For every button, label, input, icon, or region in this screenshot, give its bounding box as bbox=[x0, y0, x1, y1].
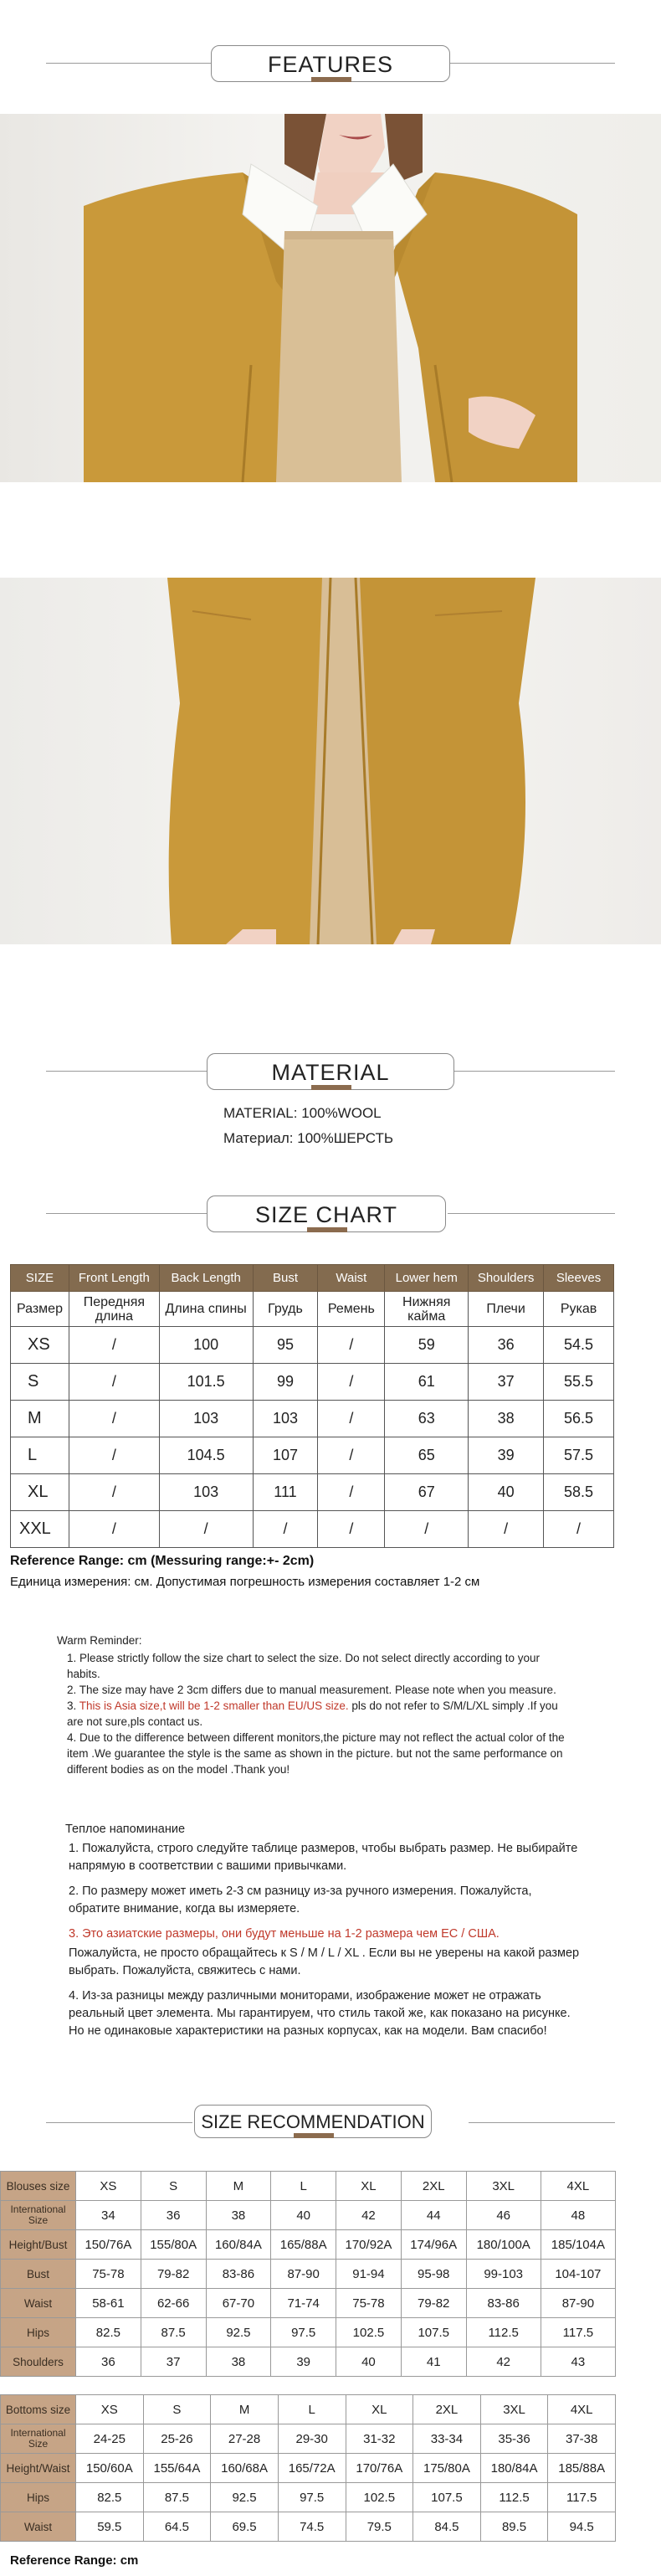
table-cell: 38 bbox=[469, 1401, 544, 1437]
table-cell: 40 bbox=[469, 1474, 544, 1511]
table-row bbox=[11, 1401, 614, 1437]
table-cell: 56.5 bbox=[544, 1401, 614, 1437]
table-cell: 104-107 bbox=[541, 2260, 615, 2289]
header-row-en bbox=[11, 1265, 614, 1292]
table-cell: 95 bbox=[253, 1327, 318, 1364]
table-cell: 58-61 bbox=[76, 2289, 141, 2318]
table-cell: 25-26 bbox=[143, 2424, 211, 2454]
table-cell: 92.5 bbox=[206, 2318, 271, 2347]
reminder-item: 2. The size may have 2 3cm differs due to manual measurement. Please note when you measure. bbox=[67, 1684, 556, 1696]
table-cell: 40 bbox=[271, 2201, 336, 2230]
header-cell: Lower hem bbox=[385, 1265, 469, 1292]
table-cell: 112.5 bbox=[480, 2483, 548, 2512]
table-cell: 37-38 bbox=[548, 2424, 616, 2454]
table-cell: 61 bbox=[385, 1364, 469, 1401]
table-row bbox=[11, 1511, 614, 1548]
table-cell: 34 bbox=[76, 2201, 141, 2230]
table-cell: 37 bbox=[469, 1364, 544, 1401]
table-cell: 160/68A bbox=[211, 2454, 279, 2483]
table-cell: 150/76A bbox=[76, 2230, 141, 2260]
table-cell: 185/104A bbox=[541, 2230, 615, 2260]
divider bbox=[46, 2122, 192, 2123]
table-cell: 103 bbox=[253, 1401, 318, 1437]
reminder-item: 4. Due to the difference between different monitors,the picture may not reflect the actual color of the item .We guarantee the style is the same as shown in the picture. but not the same performance on different bodies as on the model .Thank you! bbox=[67, 1731, 565, 1776]
table-cell: 63 bbox=[385, 1401, 469, 1437]
size-cell: 4XL bbox=[541, 2172, 615, 2201]
table-cell: 48 bbox=[541, 2201, 615, 2230]
table-row bbox=[11, 1437, 614, 1474]
table-cell: 79-82 bbox=[141, 2260, 206, 2289]
features-title-box bbox=[211, 45, 450, 82]
table-cell: 174/96A bbox=[401, 2230, 466, 2260]
material-ru: Материал: 100%ШЕРСТЬ bbox=[223, 1130, 394, 1146]
features-header bbox=[0, 39, 661, 89]
table-cell: 37 bbox=[141, 2347, 206, 2377]
table-cell: 165/88A bbox=[271, 2230, 336, 2260]
table-cell: / bbox=[69, 1401, 159, 1437]
table-row bbox=[1, 2289, 616, 2318]
table-cell: 75-78 bbox=[76, 2260, 141, 2289]
divider bbox=[46, 1071, 213, 1072]
table-row bbox=[11, 1474, 614, 1511]
size-row bbox=[1, 2395, 616, 2424]
header-cell: Размер bbox=[11, 1292, 69, 1327]
size-cell: M bbox=[211, 2395, 279, 2424]
table-cell: 27-28 bbox=[211, 2424, 279, 2454]
table-cell: 33-34 bbox=[413, 2424, 481, 2454]
table-cell: 82.5 bbox=[76, 2318, 141, 2347]
header-cell: Нижняя кайма bbox=[385, 1292, 469, 1327]
size-cell: S bbox=[143, 2395, 211, 2424]
size-chart-title-box bbox=[207, 1195, 446, 1232]
features-title: FEATURES bbox=[267, 52, 393, 77]
row-label: Hips bbox=[1, 2483, 76, 2512]
size-cell: M bbox=[206, 2172, 271, 2201]
table-row bbox=[1, 2201, 616, 2230]
table-cell: / bbox=[69, 1511, 159, 1548]
table-cell: 89.5 bbox=[480, 2512, 548, 2542]
reminder-warning: 3. Это азиатские размеры, они будут меньше на 1-2 размера чем ЕС / США. bbox=[69, 1927, 500, 1941]
row-label: Shoulders bbox=[1, 2347, 76, 2377]
table-cell: 46 bbox=[466, 2201, 541, 2230]
table-cell: / bbox=[544, 1511, 614, 1548]
reminder-item: 3. This is Asia size,t will be 1-2 smaller than EU/US size. pls do not refer to S/M/L/XL simply .If you are not sure,pls contact us. bbox=[67, 1699, 558, 1728]
table-cell: 170/76A bbox=[346, 2454, 413, 2483]
size-rec-title-box bbox=[194, 2105, 432, 2138]
table-cell: 65 bbox=[385, 1437, 469, 1474]
table-cell: 107.5 bbox=[413, 2483, 481, 2512]
header-cell: SIZE bbox=[11, 1265, 69, 1292]
table-cell: 102.5 bbox=[336, 2318, 402, 2347]
table-cell: 97.5 bbox=[278, 2483, 346, 2512]
material-title-box bbox=[207, 1053, 454, 1090]
table-cell: 83-86 bbox=[466, 2289, 541, 2318]
size-cell: XS bbox=[11, 1327, 69, 1364]
table-row bbox=[11, 1327, 614, 1364]
size-row bbox=[1, 2172, 616, 2201]
header-cell: Sleeves bbox=[544, 1265, 614, 1292]
table-cell: 102.5 bbox=[346, 2483, 413, 2512]
table-cell: 54.5 bbox=[544, 1327, 614, 1364]
warm-reminder-ru bbox=[65, 1821, 584, 2048]
table-cell: 99 bbox=[253, 1364, 318, 1401]
table-cell: / bbox=[69, 1364, 159, 1401]
table-cell: 95-98 bbox=[401, 2260, 466, 2289]
table-cell: 155/64A bbox=[143, 2454, 211, 2483]
coat-collar-photo bbox=[0, 114, 661, 482]
table-row bbox=[1, 2483, 616, 2512]
table-cell: 185/88A bbox=[548, 2454, 616, 2483]
table-cell: 97.5 bbox=[271, 2318, 336, 2347]
divider bbox=[46, 63, 213, 64]
reminder-title: Warm Reminder: bbox=[57, 1634, 142, 1647]
table-cell: 83-86 bbox=[206, 2260, 271, 2289]
header-cell: Ремень bbox=[318, 1292, 385, 1327]
table-cell: / bbox=[318, 1327, 385, 1364]
reminder-text: The size may have 2 3cm differs due to manual measurement. Please note when you measure. bbox=[79, 1684, 556, 1696]
table-cell: 87.5 bbox=[141, 2318, 206, 2347]
blouses-size-table bbox=[0, 2171, 616, 2377]
table-row bbox=[1, 2512, 616, 2542]
coat-hem-photo bbox=[0, 578, 661, 944]
coat-collar-illustration bbox=[0, 114, 661, 482]
reminder-text: pls do not refer to S/M/L/XL simply .If you are not sure,pls contact us. bbox=[67, 1699, 558, 1728]
table-cell: 64.5 bbox=[143, 2512, 211, 2542]
header-cell: Рукав bbox=[544, 1292, 614, 1327]
warm-reminder-en bbox=[57, 1632, 576, 1777]
reminder-item: 1. Please strictly follow the size chart to select the size. Do not select directly according to your habits. bbox=[67, 1652, 541, 1680]
divider bbox=[448, 1213, 615, 1214]
table-cell: 100 bbox=[159, 1327, 253, 1364]
size-chart-title: SIZE CHART bbox=[254, 1202, 398, 1227]
table-cell: 62-66 bbox=[141, 2289, 206, 2318]
table-cell: 87-90 bbox=[541, 2289, 615, 2318]
reminder-item: 1. Пожалуйста, строго следуйте таблице размеров, чтобы выбрать размер. Не выбирайте напрямую в соответствии с вашими привычками. bbox=[69, 1842, 578, 1873]
size-cell: M bbox=[11, 1401, 69, 1437]
size-rec-title: SIZE RECOMMENDATION bbox=[201, 2111, 425, 2132]
table-cell: 103 bbox=[159, 1474, 253, 1511]
table-cell: 104.5 bbox=[159, 1437, 253, 1474]
size-cell: L bbox=[11, 1437, 69, 1474]
bottoms-size-table bbox=[0, 2394, 616, 2542]
table-cell: 87.5 bbox=[143, 2483, 211, 2512]
header-cell: Передняя длина bbox=[69, 1292, 159, 1327]
table-cell: 103 bbox=[159, 1401, 253, 1437]
size-cell: S bbox=[11, 1364, 69, 1401]
table-cell: 35-36 bbox=[480, 2424, 548, 2454]
table-cell: 59.5 bbox=[76, 2512, 144, 2542]
table-cell: / bbox=[253, 1511, 318, 1548]
size-cell: L bbox=[271, 2172, 336, 2201]
table-cell: 69.5 bbox=[211, 2512, 279, 2542]
title-accent-bar bbox=[311, 1085, 351, 1090]
header-cell: Back Length bbox=[159, 1265, 253, 1292]
table-cell: 101.5 bbox=[159, 1364, 253, 1401]
table-cell: 36 bbox=[469, 1327, 544, 1364]
size-cell: XS bbox=[76, 2395, 144, 2424]
table-cell: / bbox=[318, 1437, 385, 1474]
table-row bbox=[1, 2454, 616, 2483]
table-cell: / bbox=[69, 1327, 159, 1364]
row-label: Height/Bust bbox=[1, 2230, 76, 2260]
reminder-warning: This is Asia size,t will be 1-2 smaller than EU/US size. bbox=[79, 1699, 349, 1712]
table-cell: 91-94 bbox=[336, 2260, 402, 2289]
row-label: Bottoms size bbox=[1, 2395, 76, 2424]
size-chart-table bbox=[10, 1264, 614, 1548]
table-cell: / bbox=[69, 1474, 159, 1511]
table-cell: 43 bbox=[541, 2347, 615, 2377]
reminder-item: 2. По размеру может иметь 2-3 см разницу из-за ручного измерения. Пожалуйста, обратите внимание, когда вы измеряете. bbox=[69, 1884, 532, 1915]
table-cell: 117.5 bbox=[548, 2483, 616, 2512]
coat-hem-illustration bbox=[0, 578, 661, 944]
reference-range-en: Reference Range: cm (Messuring range:+- 2cm) bbox=[10, 1554, 315, 1568]
header-cell: Грудь bbox=[253, 1292, 318, 1327]
size-cell: 3XL bbox=[480, 2395, 548, 2424]
header-cell: Bust bbox=[253, 1265, 318, 1292]
size-cell: L bbox=[278, 2395, 346, 2424]
header-row-ru bbox=[11, 1292, 614, 1327]
row-label: Hips bbox=[1, 2318, 76, 2347]
size-chart-header bbox=[0, 1189, 661, 1239]
table-cell: 79-82 bbox=[401, 2289, 466, 2318]
table-cell: 180/84A bbox=[480, 2454, 548, 2483]
table-cell: / bbox=[69, 1437, 159, 1474]
table-cell: 160/84A bbox=[206, 2230, 271, 2260]
header-cell: Длина спины bbox=[159, 1292, 253, 1327]
table-cell: 36 bbox=[76, 2347, 141, 2377]
table-cell: / bbox=[159, 1511, 253, 1548]
table-cell: 31-32 bbox=[346, 2424, 413, 2454]
table-cell: 41 bbox=[401, 2347, 466, 2377]
table-cell: 71-74 bbox=[271, 2289, 336, 2318]
table-cell: 59 bbox=[385, 1327, 469, 1364]
size-cell: XL bbox=[346, 2395, 413, 2424]
size-cell: 3XL bbox=[466, 2172, 541, 2201]
table-cell: 94.5 bbox=[548, 2512, 616, 2542]
table-cell: 39 bbox=[271, 2347, 336, 2377]
table-cell: 155/80A bbox=[141, 2230, 206, 2260]
table-cell: / bbox=[469, 1511, 544, 1548]
size-cell: S bbox=[141, 2172, 206, 2201]
table-cell: / bbox=[318, 1401, 385, 1437]
size-cell: XS bbox=[76, 2172, 141, 2201]
row-label: Waist bbox=[1, 2512, 76, 2542]
row-label: Height/Waist bbox=[1, 2454, 76, 2483]
table-cell: 75-78 bbox=[336, 2289, 402, 2318]
reference-range-ru: Единица измерения: см. Допустимая погрешность измерения составляет 1-2 см bbox=[10, 1575, 480, 1589]
divider bbox=[46, 1213, 213, 1214]
divider bbox=[448, 1071, 615, 1072]
table-cell: 175/80A bbox=[413, 2454, 481, 2483]
table-cell: 36 bbox=[141, 2201, 206, 2230]
table-cell: 44 bbox=[401, 2201, 466, 2230]
table-cell: 87-90 bbox=[271, 2260, 336, 2289]
reference-range-bottom: Reference Range: cm bbox=[10, 2553, 139, 2568]
reminder-item: 4. Из-за разницы между различными мониторами, изображение может не отражать реальный цвет элемента. Мы гарантируем, что стиль такой же, как показано на рисунке. Но не одинаковые характеристики на разных корпусах, как на модели. Вам спасибо! bbox=[69, 1989, 571, 2038]
table-row bbox=[1, 2260, 616, 2289]
reminder-text: Due to the difference between different monitors,the picture may not reflect the actual color of the item .We guarantee the style is the same as shown in the picture. but not the same performance on different bodies as on the model .Thank you! bbox=[67, 1731, 565, 1776]
table-cell: 42 bbox=[466, 2347, 541, 2377]
table-cell: 117.5 bbox=[541, 2318, 615, 2347]
table-row bbox=[1, 2318, 616, 2347]
table-cell: 58.5 bbox=[544, 1474, 614, 1511]
size-cell: 2XL bbox=[413, 2395, 481, 2424]
table-cell: 107 bbox=[253, 1437, 318, 1474]
table-cell: 55.5 bbox=[544, 1364, 614, 1401]
table-cell: 92.5 bbox=[211, 2483, 279, 2512]
table-cell: 111 bbox=[253, 1474, 318, 1511]
table-cell: 150/60A bbox=[76, 2454, 144, 2483]
size-cell: XL bbox=[11, 1474, 69, 1511]
size-cell: 2XL bbox=[401, 2172, 466, 2201]
table-row bbox=[1, 2347, 616, 2377]
row-label: International Size bbox=[1, 2424, 76, 2454]
row-label: Waist bbox=[1, 2289, 76, 2318]
table-cell: 165/72A bbox=[278, 2454, 346, 2483]
header-cell: Waist bbox=[318, 1265, 385, 1292]
table-cell: 40 bbox=[336, 2347, 402, 2377]
table-cell: 84.5 bbox=[413, 2512, 481, 2542]
header-cell: Shoulders bbox=[469, 1265, 544, 1292]
size-cell: XXL bbox=[11, 1511, 69, 1548]
size-cell: 4XL bbox=[548, 2395, 616, 2424]
table-cell: / bbox=[385, 1511, 469, 1548]
header-cell: Front Length bbox=[69, 1265, 159, 1292]
table-cell: 170/92A bbox=[336, 2230, 402, 2260]
table-cell: 79.5 bbox=[346, 2512, 413, 2542]
divider bbox=[448, 63, 615, 64]
table-cell: 29-30 bbox=[278, 2424, 346, 2454]
table-cell: 24-25 bbox=[76, 2424, 144, 2454]
size-cell: XL bbox=[336, 2172, 402, 2201]
table-cell: 107.5 bbox=[401, 2318, 466, 2347]
table-cell: 74.5 bbox=[278, 2512, 346, 2542]
table-cell: 38 bbox=[206, 2347, 271, 2377]
table-cell: 67-70 bbox=[206, 2289, 271, 2318]
reminder-text: Please strictly follow the size chart to select the size. Do not select directly according to your habits. bbox=[67, 1652, 541, 1680]
row-label: International Size bbox=[1, 2201, 76, 2230]
material-header bbox=[0, 1046, 661, 1097]
reminder-title: Теплое напоминание bbox=[65, 1823, 186, 1836]
material-en: MATERIAL: 100%WOOL bbox=[223, 1105, 382, 1121]
title-accent-bar bbox=[294, 2133, 334, 2138]
header-cell: Плечи bbox=[469, 1292, 544, 1327]
table-cell: 180/100A bbox=[466, 2230, 541, 2260]
table-cell: 42 bbox=[336, 2201, 402, 2230]
table-row bbox=[1, 2424, 616, 2454]
table-cell: / bbox=[318, 1474, 385, 1511]
table-cell: / bbox=[318, 1511, 385, 1548]
row-label: Bust bbox=[1, 2260, 76, 2289]
table-cell: 38 bbox=[206, 2201, 271, 2230]
divider bbox=[469, 2122, 615, 2123]
table-cell: 39 bbox=[469, 1437, 544, 1474]
reminder-item: Пожалуйста, не просто обращайтесь к S / M / L / XL . Если вы не уверены на какой размер выбрать. Пожалуйста, свяжитесь с нами. bbox=[69, 1946, 580, 1977]
table-row bbox=[1, 2230, 616, 2260]
title-accent-bar bbox=[307, 1227, 347, 1232]
table-cell: 99-103 bbox=[466, 2260, 541, 2289]
table-cell: 67 bbox=[385, 1474, 469, 1511]
material-title: MATERIAL bbox=[271, 1060, 390, 1085]
row-label: Blouses size bbox=[1, 2172, 76, 2201]
table-cell: 57.5 bbox=[544, 1437, 614, 1474]
size-rec-header bbox=[0, 2098, 661, 2148]
title-accent-bar bbox=[311, 77, 351, 82]
table-row bbox=[11, 1364, 614, 1401]
table-cell: 82.5 bbox=[76, 2483, 144, 2512]
table-cell: 112.5 bbox=[466, 2318, 541, 2347]
table-cell: / bbox=[318, 1364, 385, 1401]
